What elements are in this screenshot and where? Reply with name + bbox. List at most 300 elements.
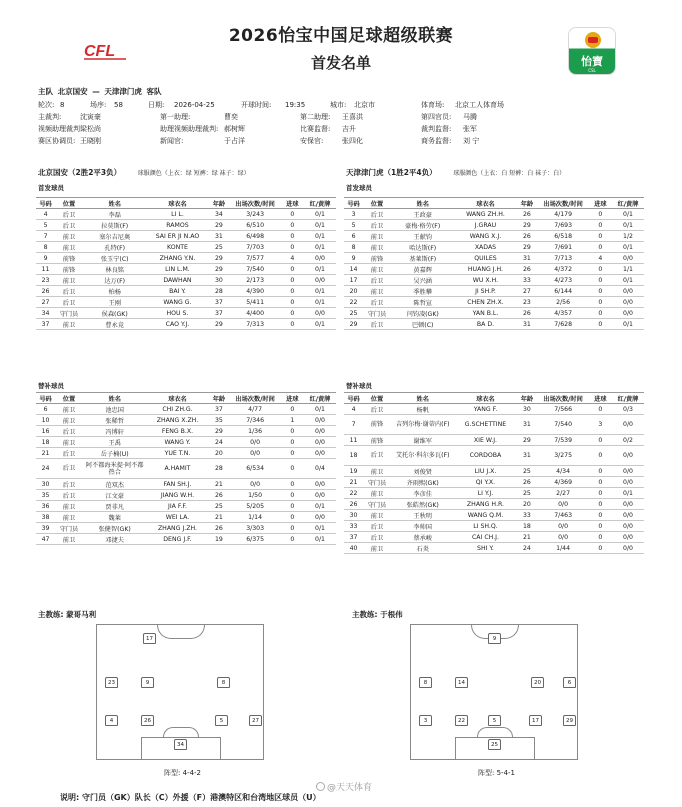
table-cell: 后卫 [363,209,391,220]
table-cell: 7/566 [538,404,589,415]
table-cell: LIU J.X. [455,466,517,477]
table-cell: 11 [36,264,55,275]
table-cell: WANG Y. [147,437,209,448]
info-value: 张军 [463,125,477,133]
info-value: 张四化 [342,137,363,145]
table-cell: 40 [344,543,363,554]
table-cell: 艾托尔·科尔多瓦(F) [391,446,455,466]
table-cell: 陈哲宣 [391,297,455,308]
table-row [344,510,644,521]
info-value: 北京市 [354,101,375,109]
table-cell: 0 [281,231,304,242]
table-cell: 6/144 [538,286,589,297]
info-key: 第二助理: [300,113,331,121]
table-cell: 3 [344,209,363,220]
player-shirt: 9 [141,677,154,688]
table-row [344,446,644,466]
table-cell: 后卫 [363,275,391,286]
home-team-header [38,167,250,178]
table-row [36,209,336,220]
column-header: 红/黄牌 [612,198,644,209]
table-row [36,297,336,308]
table-cell: 7/577 [230,253,281,264]
table-cell: 37 [208,404,229,415]
table-cell: 25 [208,501,229,512]
table-cell: 0 [281,286,304,297]
info-key: 主裁判: [38,113,62,121]
table-cell: 前卫 [55,534,83,545]
table-cell: 0/1 [612,319,644,330]
away-starters-table [344,197,644,330]
table-cell: 26 [208,523,229,534]
table-cell: 后卫 [363,220,391,231]
table-cell: 24 [208,437,229,448]
table-cell: 7/628 [538,319,589,330]
column-header: 球衣名 [147,198,209,209]
table-cell: 0 [589,446,612,466]
column-header: 红/黄牌 [304,198,336,209]
table-row [36,231,336,242]
table-cell: 26 [516,209,537,220]
player-shirt: 5 [215,715,228,726]
table-cell: J.GRAU [455,220,517,231]
table-cell: 22 [344,297,363,308]
table-cell: 0/1 [304,209,336,220]
table-cell: 37 [208,308,229,319]
column-header: 出场次数/时间 [230,393,281,404]
table-cell: 20 [516,499,537,510]
table-cell: 杨帆 [391,404,455,415]
table-cell: 0/1 [612,209,644,220]
table-cell: 阿不都海米提·阿不都热合 [83,459,147,479]
player-shirt: 25 [488,739,501,750]
column-header: 姓名 [83,198,147,209]
table-cell: 0/0 [538,521,589,532]
table-cell: YAN B.L. [455,308,517,319]
table-row [36,448,336,459]
away-formation-pitch [410,624,578,760]
table-cell: 后卫 [55,490,83,501]
away-label: 客队 [146,87,162,96]
player-shirt: 8 [419,677,432,688]
table-cell: ZHANG J.ZH. [147,523,209,534]
table-cell: 4 [36,209,55,220]
info-key: 第四官员: [421,113,452,121]
table-cell: 31 [516,415,537,435]
table-cell: 魏莱 [83,512,147,523]
table-cell: 0/0 [304,308,336,319]
csl-ball-icon [585,32,601,48]
column-header: 红/黄牌 [612,393,644,404]
table-cell: 0 [589,404,612,415]
table-cell: G.SCHETTINE [455,415,517,435]
table-cell: 1/14 [230,512,281,523]
table-cell: 7/463 [538,510,589,521]
table-cell: 7 [36,231,55,242]
table-cell: 0 [281,264,304,275]
table-cell: 10 [36,415,55,426]
table-cell: 30 [516,404,537,415]
table-cell: 4/77 [230,404,281,415]
table-cell: CAI CH.J. [455,532,517,543]
table-row [36,264,336,275]
table-cell: 0/1 [612,275,644,286]
table-cell: JIA F.F. [147,501,209,512]
table-cell: 0 [589,231,612,242]
table-cell: 0 [281,275,304,286]
info-key: 日期: [148,101,165,109]
table-cell: 0 [589,308,612,319]
home-starters-table [36,197,336,330]
column-header: 球衣名 [455,393,517,404]
match-info [38,99,648,147]
home-coach: 主教练: 蒙哥马利 [38,610,97,619]
table-cell: 0/1 [612,220,644,231]
table-cell: 0 [281,501,304,512]
table-cell: 35 [208,415,229,426]
table-cell: 0 [589,510,612,521]
info-key: 商务监督: [421,137,452,145]
table-cell: 前卫 [55,501,83,512]
player-shirt: 17 [143,633,156,644]
table-cell: LI L. [147,209,209,220]
table-cell: 4/400 [230,308,281,319]
table-cell: 7 [344,415,363,435]
table-cell: 7/346 [230,415,281,426]
table-cell: 刘俊贤 [391,466,455,477]
table-cell: 29 [516,220,537,231]
table-row [344,242,644,253]
player-shirt: 20 [531,677,544,688]
table-cell: 34 [208,209,229,220]
table-cell: 6/375 [230,534,281,545]
player-shirt: 6 [563,677,576,688]
table-cell: 前卫 [363,242,391,253]
table-cell: 0 [589,532,612,543]
table-cell: QUILES [455,253,517,264]
player-shirt: 14 [455,677,468,688]
table-cell: 前锋 [363,415,391,435]
table-cell: 26 [516,477,537,488]
table-cell: 29 [208,426,229,437]
player-shirt: 17 [529,715,542,726]
home-kit-colors: 球服颜色（上衣：绿 短裤：绿 袜子：绿） [137,170,250,177]
table-cell: 0 [281,459,304,479]
home-formation-pitch [96,624,264,760]
table-cell: 7/691 [538,242,589,253]
table-cell: 前卫 [55,275,83,286]
column-header: 出场次数/时间 [538,393,589,404]
table-cell: 前卫 [363,488,391,499]
table-row [36,275,336,286]
table-cell: 24 [516,543,537,554]
column-header: 姓名 [391,393,455,404]
table-cell: 26 [208,490,229,501]
table-cell: 29 [516,435,537,446]
player-shirt: 34 [174,739,187,750]
column-header: 进球 [281,198,304,209]
table-cell: QI Y.X. [455,477,517,488]
table-cell: 岳子楠(U) [83,448,147,459]
table-cell: 18 [36,437,55,448]
table-cell: 0 [589,209,612,220]
table-row [36,437,336,448]
table-cell: 前锋 [363,435,391,446]
info-key: 助理视频助理裁判: [160,125,219,133]
away-team-record: 天津津门虎（1胜2平4负） [346,168,437,177]
table-row [36,319,336,330]
table-cell: 4 [589,253,612,264]
table-cell: 18 [344,446,363,466]
table-cell: 0 [281,220,304,231]
watermark [316,780,372,793]
table-cell: 范双杰 [83,479,147,490]
table-cell: 4/357 [538,308,589,319]
table-cell: 21 [516,532,537,543]
cfl-logo-text: CFL [84,43,116,60]
table-cell: 6/518 [538,231,589,242]
table-cell: 0 [281,512,304,523]
info-value: 19:35 [285,101,306,109]
column-header: 号码 [36,198,55,209]
table-cell: 2/27 [538,488,589,499]
table-row [36,534,336,545]
table-cell: 8 [344,242,363,253]
table-cell: 0/1 [304,242,336,253]
table-cell: 季胜攀 [391,286,455,297]
weibo-icon [316,782,325,791]
table-cell: 侯森(GK) [83,308,147,319]
table-cell: 0 [589,499,612,510]
table-cell: 29 [208,253,229,264]
table-cell: 31 [516,446,537,466]
table-cell: 3/243 [230,209,281,220]
away-team-name: 天津津门虎 [104,87,142,96]
table-row [344,297,644,308]
table-cell: 0/1 [304,501,336,512]
table-cell: XIE W.J. [455,435,517,446]
table-cell: 前锋 [55,253,83,264]
table-cell: 33 [516,510,537,521]
table-cell: 21 [344,477,363,488]
table-cell: 6/534 [230,459,281,479]
table-cell: 齐雨熙(GK) [391,477,455,488]
table-cell: ZHANG Y.N. [147,253,209,264]
table-cell: 6 [344,231,363,242]
table-cell: 0 [281,242,304,253]
player-shirt: 4 [105,715,118,726]
table-cell: WANG ZH.H. [455,209,517,220]
table-cell: 1/50 [230,490,281,501]
table-cell: HOU S. [147,308,209,319]
match-separator: — [92,87,100,96]
info-row [38,111,648,123]
table-cell: 后卫 [363,446,391,466]
table-cell: 19 [208,534,229,545]
table-row [36,242,336,253]
table-cell: 0/1 [304,319,336,330]
table-cell: 0/0 [304,275,336,286]
table-cell: 0/0 [304,490,336,501]
table-row [344,253,644,264]
table-cell: 29 [208,319,229,330]
table-cell: 11 [344,435,363,446]
table-cell: 26 [516,308,537,319]
table-cell: 4/273 [538,275,589,286]
table-row [36,404,336,415]
away-coach: 主教练: 于根伟 [352,610,403,619]
table-row [344,435,644,446]
table-cell: 0 [589,466,612,477]
home-team-name: 北京国安 [57,87,88,96]
table-cell: 池忠国 [83,404,147,415]
table-cell: 0 [281,437,304,448]
table-cell: 25 [344,308,363,319]
column-header: 年龄 [516,198,537,209]
table-row [36,490,336,501]
column-header: 出场次数/时间 [538,198,589,209]
table-cell: 4/34 [538,466,589,477]
table-cell: 36 [36,501,55,512]
away-subs-table [344,392,644,554]
table-cell: 前卫 [55,512,83,523]
info-key: 赛区协调员: [38,137,76,145]
table-cell: 前卫 [55,242,83,253]
info-value: 沈寅豪 [80,113,101,121]
table-cell: 闫钧凌(GK) [391,308,455,319]
table-cell: 0 [589,477,612,488]
table-cell: 豪梅·格劳(F) [391,220,455,231]
table-cell: 27 [516,286,537,297]
table-cell: 30 [36,479,55,490]
table-cell: 后卫 [363,404,391,415]
table-cell: 0 [589,435,612,446]
table-cell: 前卫 [363,264,391,275]
table-cell: SHI Y. [455,543,517,554]
table-cell: 后卫 [363,297,391,308]
table-row [344,319,644,330]
table-cell: 0 [589,488,612,499]
table-cell: 1/36 [230,426,281,437]
table-cell: 25 [516,466,537,477]
table-cell: 0 [589,275,612,286]
table-cell: 33 [344,521,363,532]
table-cell: 0/0 [612,477,644,488]
table-cell: 基莱斯(F) [391,253,455,264]
table-cell: 守门员 [55,308,83,319]
table-cell: 25 [516,488,537,499]
table-cell: 后卫 [55,448,83,459]
table-cell: 贾非凡 [83,501,147,512]
table-cell: 0/0 [304,253,336,264]
info-value: 8 [60,101,65,109]
player-shirt: 3 [419,715,432,726]
table-cell: 0/1 [304,286,336,297]
table-cell: 0/0 [304,479,336,490]
table-row [36,253,336,264]
table-row [344,220,644,231]
table-cell: 47 [36,534,55,545]
column-header: 球衣名 [455,198,517,209]
info-value: 于占洋 [224,137,245,145]
table-cell: 0/1 [304,297,336,308]
table-cell: 0/4 [304,459,336,479]
player-shirt: 8 [217,677,230,688]
table-row [36,512,336,523]
table-cell: 21 [208,479,229,490]
table-cell: 31 [516,319,537,330]
table-cell: ZHANG H.R. [455,499,517,510]
table-cell: HUANG J.H. [455,264,517,275]
table-row [344,264,644,275]
table-cell: 0 [281,490,304,501]
info-key: 体育场: [421,101,445,109]
table-cell: 8 [36,242,55,253]
table-cell: 林良铭 [83,264,147,275]
column-header: 进球 [589,198,612,209]
info-key: 视频助理裁判: [38,125,83,133]
table-cell: 前卫 [363,543,391,554]
table-cell: 哈达斯(F) [391,242,455,253]
table-cell: 0/0 [612,297,644,308]
table-cell: 张健智(GK) [83,523,147,534]
table-cell: YUE T.N. [147,448,209,459]
column-header: 年龄 [516,393,537,404]
table-cell: 1/2 [612,231,644,242]
home-starters-label: 首发球员 [38,184,64,192]
table-cell: 0/0 [230,448,281,459]
table-cell: 孔特(F) [83,242,147,253]
table-cell: XADAS [455,242,517,253]
table-cell: 26 [516,264,537,275]
table-cell: 28 [208,286,229,297]
table-cell: ZHANG X.ZH. [147,415,209,426]
table-cell: 2/56 [538,297,589,308]
table-cell: 吉列尔梅·谢蒂内(F) [391,415,455,435]
table-cell: 9 [36,253,55,264]
table-cell: 0/0 [612,415,644,435]
table-cell: 17 [344,275,363,286]
table-cell: 0/1 [304,220,336,231]
info-key: 城市: [330,101,347,109]
away-team-header [346,167,565,178]
table-row [36,220,336,231]
table-cell: 0/3 [612,404,644,415]
info-value: 58 [114,101,123,109]
table-cell: 0/0 [538,532,589,543]
table-cell: 前卫 [55,319,83,330]
info-row [38,135,648,147]
away-formation-label: 阵型: 5-4-1 [478,769,515,777]
info-key: 开球时间: [241,101,272,109]
table-cell: FENG B.X. [147,426,209,437]
table-cell: 0/0 [304,448,336,459]
info-key: 安保官: [300,137,324,145]
table-cell: 王秋明 [391,510,455,521]
player-shirt: 29 [563,715,576,726]
column-header: 出场次数/时间 [230,198,281,209]
info-key: 第一助理: [160,113,191,121]
table-cell: 王政豪 [391,209,455,220]
table-cell: 6/498 [230,231,281,242]
table-cell: 3/303 [230,523,281,534]
home-subs-table [36,392,336,545]
info-key: 比赛监督: [300,125,331,133]
table-cell: 1/1 [612,264,644,275]
csl-logo-brand: 怡寶 [581,55,603,68]
table-cell: 0/0 [538,499,589,510]
column-header: 位置 [55,198,83,209]
